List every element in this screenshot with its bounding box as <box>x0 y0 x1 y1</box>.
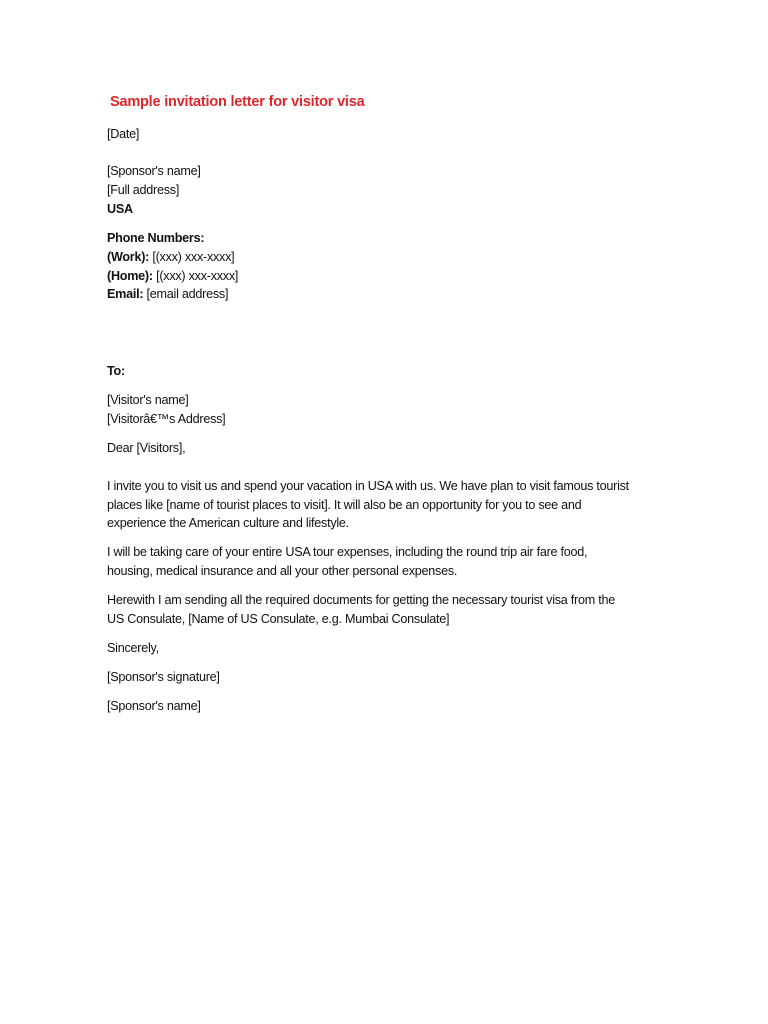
visitor-name: [Visitor's name] <box>107 393 189 407</box>
sponsor-name: [Sponsor's name] <box>107 164 201 178</box>
paragraph-2-line: I will be taking care of your entire USA tour expenses, including the round trip air fare food, <box>107 545 588 559</box>
email <box>107 286 228 302</box>
work-label: (Work): <box>107 250 150 264</box>
home-phone <box>107 268 238 284</box>
work-phone <box>107 249 234 265</box>
work-value: [(xxx) xxx-xxxx] <box>149 250 235 264</box>
phone-heading: Phone Numbers: <box>107 231 205 245</box>
closing: Sincerely, <box>107 641 159 655</box>
paragraph-3-line: US Consulate, [Name of US Consulate, e.g. Mumbai Consulate] <box>107 612 450 626</box>
email-value: [email address] <box>143 287 229 301</box>
sponsor-country: USA <box>107 202 133 216</box>
visitor-address: [Visitorâ€™s Address] <box>107 412 226 426</box>
letter-title: Sample invitation letter for visitor visa <box>110 94 365 110</box>
home-value: [(xxx) xxx-xxxx] <box>152 269 239 283</box>
salutation: Dear [Visitors], <box>107 441 186 455</box>
to-label: To: <box>107 364 125 378</box>
email-label: Email: <box>107 287 144 301</box>
home-label: (Home): <box>107 269 153 283</box>
signature-placeholder: [Sponsor's signature] <box>107 670 220 684</box>
signoff-name: [Sponsor's name] <box>107 699 201 713</box>
paragraph-1-line: I invite you to visit us and spend your vacation in USA with us. We have plan to visit famous tourist <box>107 479 629 493</box>
sponsor-address: [Full address] <box>107 183 180 197</box>
date-placeholder: [Date] <box>107 127 140 141</box>
paragraph-1-line: places like [name of tourist places to visit]. It will also be an opportunity for you to see and <box>107 498 582 512</box>
paragraph-1-line: experience the American culture and lifestyle. <box>107 516 349 530</box>
paragraph-2-line: housing, medical insurance and all your other personal expenses. <box>107 564 458 578</box>
paragraph-3-line: Herewith I am sending all the required documents for getting the necessary tourist visa from the <box>107 593 615 607</box>
